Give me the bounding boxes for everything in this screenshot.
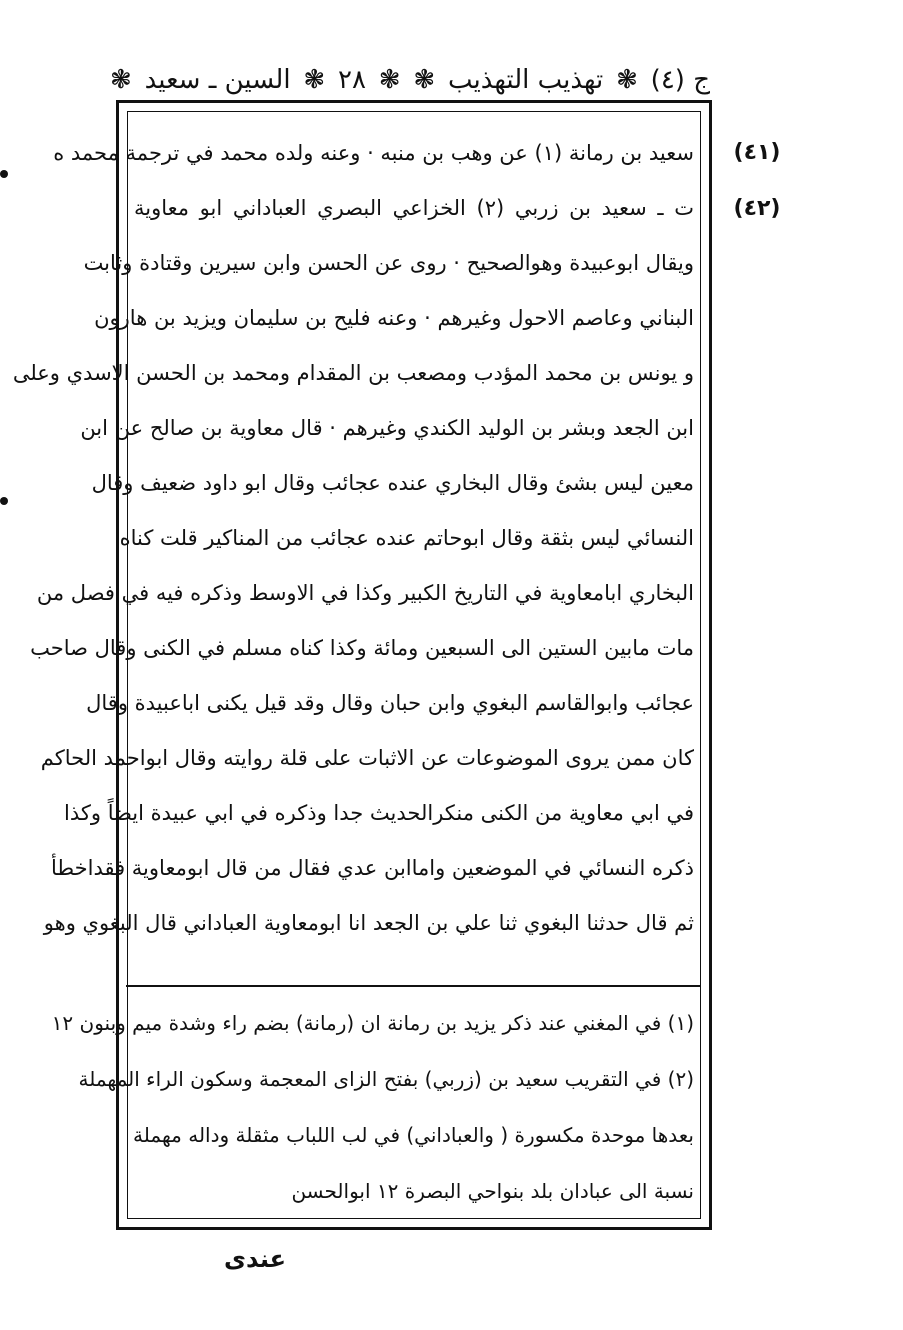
text-line: معين ليس بشئ وقال البخاري عنده عجائب وقال ابو داود ضعيف وقال xyxy=(91,471,694,495)
footnote-line: (٢) في التقريب سعيد بن (زربي) بفتح الزاى المعجمة وسكون الراء المهملة xyxy=(78,1067,694,1091)
body-text xyxy=(12,126,694,951)
text-line: ويقال ابوعبيدة وهوالصحيح · روى عن الحسن وابن سيرين وقتادة وثابت xyxy=(83,251,694,275)
text-line: سعيد بن رمانة (١) عن وهب بن منبه · وعنه ولده محمد في ترجمة محمد ه xyxy=(53,141,694,165)
text-line: ذكره النسائي في الموضعين واماابن عدي فقال من قال ابومعاوية فقداخطأ xyxy=(51,856,694,880)
text-line: و يونس بن محمد المؤدب ومصعب بن المقدام ومحمد بن الحسن الاسدي وعلى xyxy=(12,361,694,385)
header-ornament: ❃ xyxy=(616,65,638,95)
footnotes xyxy=(51,995,694,1219)
header-volume: ج (٤) xyxy=(650,65,710,95)
text-line: البخاري ابامعاوية في التاريخ الكبير وكذا في الاوسط وذكره فيه في فصل من xyxy=(36,581,694,605)
header-ornament: ❃ xyxy=(378,65,401,95)
text-line: النسائي ليس بثقة وقال ابوحاتم عنده عجائب من المناكير قلت كناه xyxy=(119,526,694,550)
header-ornament: ❃ xyxy=(413,65,436,95)
footnote-line: بعدها موحدة مكسورة ( والعباداني) في لب اللباب مثقلة وداله مهملة xyxy=(133,1123,694,1147)
text-line: ت ـ سعيد بن زربي (٢) الخزاعي البصري العباداني ابو معاوية xyxy=(134,196,694,220)
text-line: مات مابين الستين الى السبعين ومائة وكذا كناه مسلم في الكنى وقال صاحب xyxy=(30,636,694,660)
margin-mark xyxy=(0,497,8,505)
page-header xyxy=(110,58,710,102)
text-line: ثم قال حدثنا البغوي ثنا علي بن الجعد انا ابومعاوية العباداني قال البغوي وهو xyxy=(43,911,694,935)
catchword: عندى xyxy=(223,1245,287,1273)
entry-number: (٤٢) xyxy=(733,196,781,221)
footnote-line: (١) في المغني عند ذكر يزيد بن رمانة ان (رمانة) بضم راء وشدة ميم وبنون ١٢ xyxy=(51,1011,694,1035)
text-line: في ابي معاوية من الكنى منكرالحديث جدا وذكره في ابي عبيدة ايضاً وكذا xyxy=(64,801,694,825)
header-section: السين ـ سعيد xyxy=(144,65,291,95)
header-ornament: ❃ xyxy=(110,65,132,95)
entry-number: (٤١) xyxy=(733,140,781,165)
header-book-title: تهذيب التهذيب xyxy=(447,65,604,95)
header-page-number: ٢٨ xyxy=(337,65,366,95)
text-line: عجائب وابوالقاسم البغوي وابن حبان وقال وقد قيل يكنى اباعبيدة وقال xyxy=(86,691,694,715)
footnote-line: نسبة الى عبادان بلد بنواحي البصرة ١٢ ابوالحسن xyxy=(291,1179,694,1203)
text-line: ابن الجعد وبشر بن الوليد الكندي وغيرهم · قال معاوية بن صالح عن ابن xyxy=(80,416,694,440)
footnote-divider xyxy=(126,985,700,987)
margin-mark xyxy=(0,170,8,178)
text-line: البناني وعاصم الاحول وغيرهم · وعنه فليح بن سليمان ويزيد بن هارون xyxy=(94,306,694,330)
text-line: كان ممن يروى الموضوعات عن الاثبات على قلة روايته وقال ابواحمد الحاكم xyxy=(40,746,694,770)
header-ornament: ❃ xyxy=(303,65,326,95)
